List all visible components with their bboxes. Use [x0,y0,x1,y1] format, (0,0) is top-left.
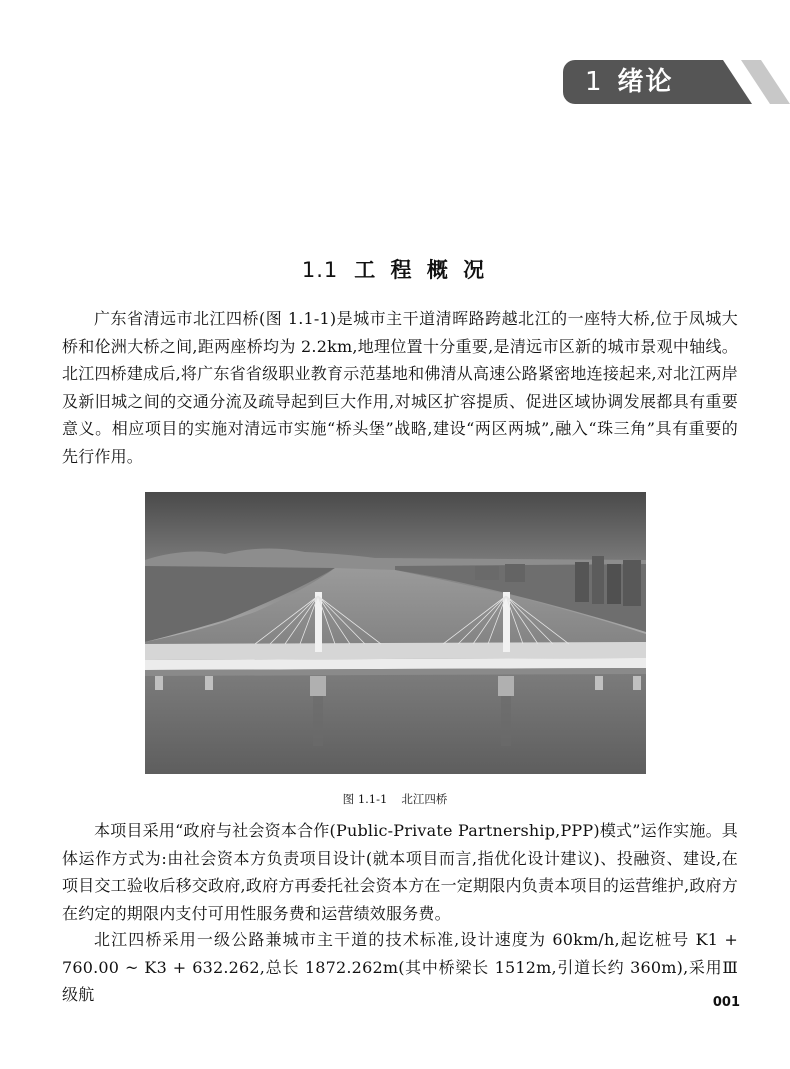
figure-caption [0,791,790,807]
paragraph-intro: 广东省清远市北江四桥(图 1.1-1)是城市主干道清晖路跨越北江的一座特大桥,位于凤城大桥和伦洲大桥之间,距两座桥均为 2.2km,地理位置十分重要,是清远市区新的城市景观中轴线。北江四桥建成后,将广东省省级职业教育示范基地和佛清从高速公路紧密地连接起来,对北江两岸及新旧城之间的交通分流及疏导起到巨大作用,对城区扩容提质、促进区域协调发展都具有重要意义。相应项目的实施对清远市实施“桥头堡”战略,建设“两区两城”,融入“珠三角”具有重要的先行作用。 [62,309,738,466]
paragraph-ppp: 本项目采用“政府与社会资本合作(Public-Private Partnership,PPP)模式”运作实施。具体运作方式为:由社会资本方负责项目设计(就本项目而言,指优化设计建议)、投融资、建设,在项目交工验收后移交政府,政府方再委托社会资本方在一定期限内负责本项目的运营维护,政府方在约定的期限内支付可用性服务费和运营绩效服务费。 [62,821,738,923]
bridge-photo [145,492,646,774]
section-title: 工 程 概 况 [354,258,489,282]
paragraph-standard: 北江四桥采用一级公路兼城市主干道的技术标准,设计速度为 60km/h,起讫桩号 K1 + 760.00 ~ K3 + 632.262,总长 1872.262m(其中桥梁长 1512m,引道长约 360m),采用Ⅲ级航 [62,930,738,1004]
section-heading [0,254,790,284]
section-number: 1.1 [301,258,339,282]
figure-caption-text: 北江四桥 [401,792,448,806]
chapter-heading [585,60,674,104]
chapter-number: 1 [585,67,604,97]
page-number: 001 [712,995,740,1010]
chapter-tab [563,60,790,104]
chapter-title: 绪论 [617,67,674,97]
figure-number: 图 1.1-1 [342,792,388,806]
